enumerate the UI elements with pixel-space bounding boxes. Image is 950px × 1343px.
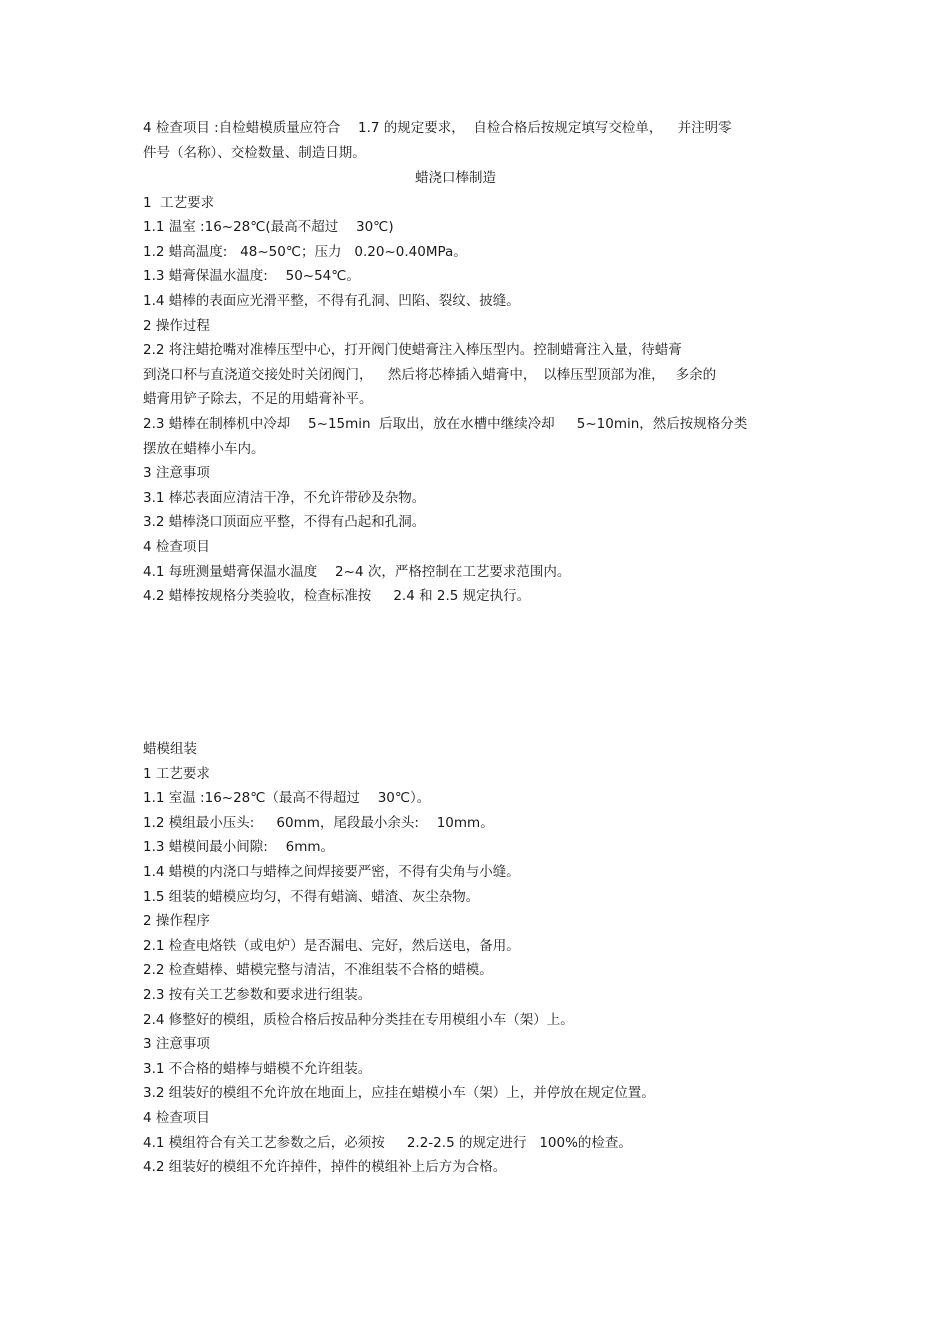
section-wax-mold-inspection [143, 116, 808, 165]
text-line: 1.1 室温 :16~28℃（最高不得超过 30℃）。 [143, 790, 431, 807]
text-line: 件号（名称）、交检数量、制造日期。 [143, 144, 366, 161]
text-line: 摆放在蜡棒小车内。 [143, 440, 265, 457]
section-title: 蜡模组装 [143, 741, 197, 757]
text-line: 3.1 不合格的蜡棒与蜡模不允许组装。 [143, 1060, 372, 1077]
text-line: 1.5 组装的蜡模应均匀，不得有蜡滴、蜡渣、灰尘杂物。 [143, 888, 480, 905]
text-line: 1.3 蜡膏保温水温度: 50~54℃。 [143, 268, 360, 285]
text-line: 2.4 修整好的模组，质检合格后按品种分类挂在专用模组小车（架）上。 [143, 1011, 574, 1028]
text-line: 1.2 蜡高温度: 48~50℃；压力 0.20~0.40MPa。 [143, 243, 467, 260]
text-line: 4 检查项目 [143, 1109, 210, 1126]
text-line: 1 工艺要求 [143, 765, 210, 782]
text-line: 1.2 模组最小压头: 60mm，尾段最小余头: 10mm。 [143, 814, 494, 831]
text-line: 2 操作程序 [143, 913, 210, 930]
text-line: 4 检查项目 :自检蜡模质量应符合 1.7 的规定要求， 自检合格后按规定填写交检单， 并注明零 [143, 120, 732, 136]
text-line: 4.2 组装好的模组不允许掉件，掉件的模组补上后方为合格。 [143, 1159, 507, 1176]
text-line: 1.3 蜡模间最小间隙: 6mm。 [143, 839, 334, 856]
section-wax-sprue-rod [143, 166, 808, 609]
text-line: 2.3 蜡棒在制棒机中冷却 5~15min 后取出，放在水槽中继续冷却 5~10min，然后按规格分类 [143, 415, 748, 432]
text-line: 3.2 组装好的模组不允许放在地面上，应挂在蜡模小车（架）上，并停放在规定位置。 [143, 1085, 655, 1102]
section-title: 蜡浇口棒制造 [415, 170, 496, 186]
text-line: 1.4 蜡模的内浇口与蜡棒之间焊接要严密，不得有尖角与小缝。 [143, 863, 520, 880]
text-line: 1.1 温室 :16~28℃(最高不超过 30℃) [143, 219, 394, 236]
text-line: 3.1 棒芯表面应清洁干净，不允许带砂及杂物。 [143, 489, 426, 506]
text-line: 4.2 蜡棒按规格分类验收，检查标准按 2.4 和 2.5 规定执行。 [143, 588, 531, 605]
text-line: 2.2 检查蜡棒、蜡模完整与清洁，不准组装不合格的蜡模。 [143, 962, 493, 979]
text-line: 到浇口杯与直浇道交接处时关闭阀门， 然后将芯棒插入蜡膏中， 以棒压型顶部为准， 多余的 [143, 366, 717, 383]
section-wax-mold-assembly [143, 737, 808, 1180]
text-line: 4.1 每班测量蜡膏保温水温度 2~4 次，严格控制在工艺要求范围内。 [143, 563, 571, 580]
text-line: 1.4 蜡棒的表面应光滑平整，不得有孔洞、凹陷、裂纹、披缝。 [143, 292, 520, 309]
text-line: 1 工艺要求 [143, 194, 215, 211]
text-line: 3.2 蜡棒浇口顶面应平整，不得有凸起和孔洞。 [143, 514, 426, 531]
text-line: 2.3 按有关工艺参数和要求进行组装。 [143, 986, 372, 1003]
text-line: 2.2 将注蜡抢嘴对准棒压型中心，打开阀门使蜡膏注入棒压型内。控制蜡膏注入量，待蜡膏 [143, 342, 682, 359]
text-line: 蜡膏用铲子除去，不足的用蜡膏补平。 [143, 391, 373, 408]
text-line: 2 操作过程 [143, 317, 210, 334]
text-line: 2.1 检查电烙铁（或电炉）是否漏电、完好，然后送电，备用。 [143, 937, 520, 954]
text-line: 4 检查项目 [143, 538, 210, 555]
text-line: 3 注意事项 [143, 465, 210, 482]
text-line: 4.1 模组符合有关工艺参数之后，必须按 2.2-2.5 的规定进行 100%的检查。 [143, 1134, 632, 1151]
text-line: 3 注意事项 [143, 1036, 210, 1053]
